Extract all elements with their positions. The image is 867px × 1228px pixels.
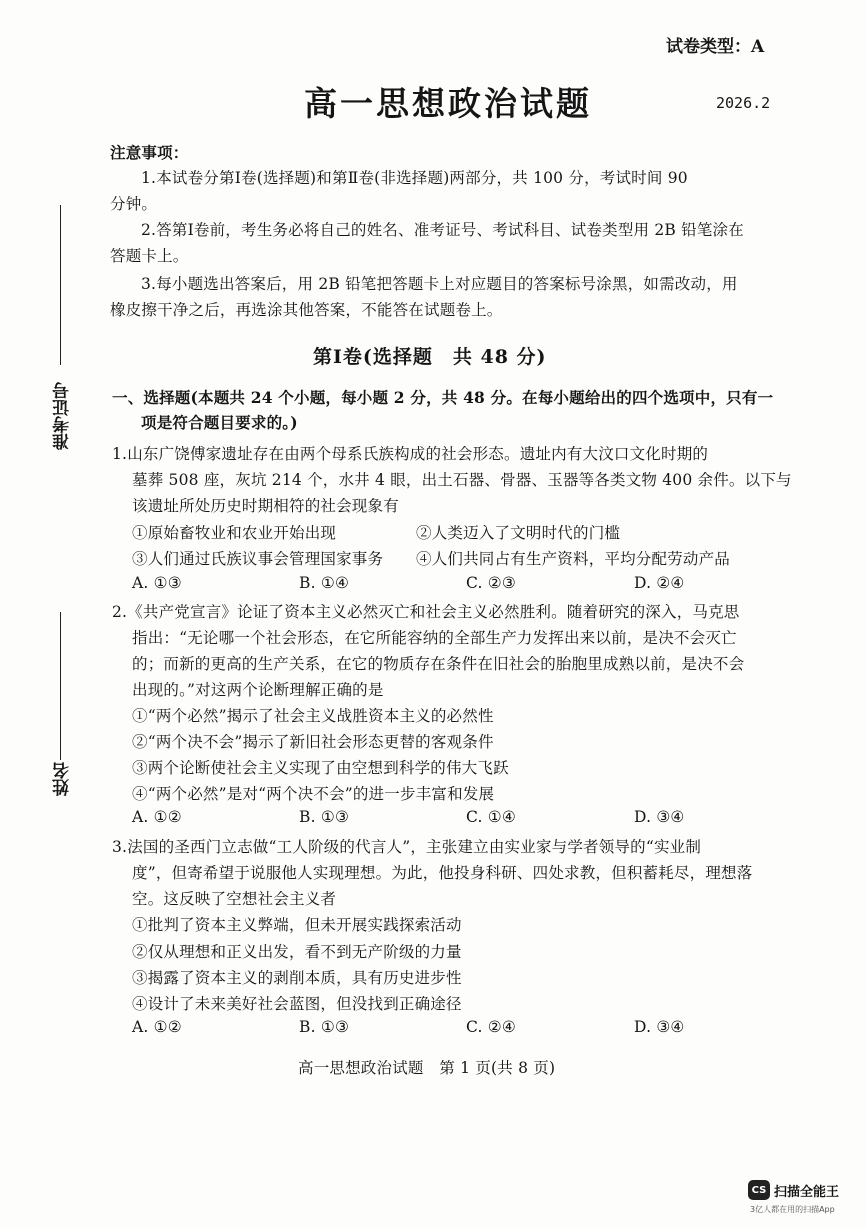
- notice-line: 2.答第Ⅰ卷前，考生务必将自己的姓名、准考证号、考试科目、试卷类型用 2B 铅笔涂在: [141, 221, 744, 239]
- q3-stem: 度”，但寄希望于说服他人实现理想。为此，他投身科研、四处求教，但积蓄耗尽，理想落: [132, 864, 753, 882]
- notice-line: 答题卡上。: [110, 247, 189, 265]
- q2-option-b: B. ①③: [299, 808, 350, 826]
- paper-type: 试卷类型：A: [666, 37, 765, 57]
- q3-option-d: D. ③④: [634, 1018, 685, 1036]
- q2-option-d: D. ③④: [634, 808, 685, 826]
- q1-stem: 墓葬 508 座，灰坑 214 个，水井 4 眼，出土石器、骨器、玉器等各类文物 400 余件。以下与: [132, 471, 792, 489]
- name-label: 姓名: [53, 762, 73, 796]
- q2-item: ④“两个必然”是对“两个决不会”的进一步丰富和发展: [132, 785, 495, 803]
- q3-item: ①批判了资本主义弊端，但未开展实践探索活动: [132, 916, 462, 934]
- q3-item: ④设计了未来美好社会蓝图，但没找到正确途径: [132, 995, 462, 1013]
- q1-item: ②人类迈入了文明时代的门槛: [416, 524, 621, 542]
- q1-stem: 1.山东广饶傅家遗址存在由两个母系氏族构成的社会形态。遗址内有大汶口文化时期的: [112, 445, 709, 463]
- notice-line: 1.本试卷分第Ⅰ卷(选择题)和第Ⅱ卷(非选择题)两部分，共 100 分，考试时间 90: [141, 169, 688, 187]
- q2-option-a: A. ①②: [132, 808, 182, 826]
- q2-item: ③两个论断使社会主义实现了由空想到科学的伟大飞跃: [132, 759, 509, 777]
- q1-option-d: D. ②④: [634, 574, 685, 592]
- instruction-line: 一、选择题(本题共 24 个小题，每小题 2 分，共 48 分。在每小题给出的四个选项中，只有一: [112, 388, 774, 407]
- page-title: 高一思想政治试题: [304, 84, 592, 123]
- q2-stem: 的；而新的更高的生产关系，在它的物质存在条件在旧社会的胎胞里成熟以前，是决不会: [132, 655, 745, 673]
- page-footer: 高一思想政治试题 第 1 页(共 8 页): [298, 1059, 556, 1077]
- scanner-badge-icon: CS: [748, 1180, 770, 1200]
- scanner-tagline: 3亿人都在用的扫描App: [750, 1205, 835, 1214]
- notice-heading: 注意事项：: [110, 143, 189, 162]
- exam-number-line: [60, 205, 61, 365]
- scanner-name: 扫描全能王: [774, 1184, 840, 1200]
- exam-date: 2026.2: [716, 94, 771, 112]
- q1-option-b: B. ①④: [299, 574, 350, 592]
- q1-item: ④人们共同占有生产资料，平均分配劳动产品: [416, 550, 731, 568]
- q3-option-b: B. ①③: [299, 1018, 350, 1036]
- q1-item: ①原始畜牧业和农业开始出现: [132, 524, 337, 542]
- q2-item: ②“两个决不会”揭示了新旧社会形态更替的客观条件: [132, 733, 494, 751]
- q2-item: ①“两个必然”揭示了社会主义战胜资本主义的必然性: [132, 707, 494, 725]
- notice-line: 分钟。: [110, 195, 158, 213]
- q3-item: ②仅从理想和正义出发，看不到无产阶级的力量: [132, 943, 462, 961]
- q3-option-c: C. ②④: [466, 1018, 516, 1036]
- q1-item: ③人们通过氏族议事会管理国家事务: [132, 550, 384, 568]
- instruction-line: 项是符合题目要求的。): [141, 413, 298, 432]
- q2-stem: 指出：“无论哪一个社会形态，在它所能容纳的全部生产力发挥出来以前，是决不会灭亡: [132, 629, 737, 647]
- notice-line: 3.每小题选出答案后，用 2B 铅笔把答题卡上对应题目的答案标号涂黑，如需改动，用: [141, 275, 738, 293]
- scanner-logo: [748, 1180, 839, 1200]
- name-line: [60, 612, 61, 760]
- q2-option-c: C. ①④: [466, 808, 516, 826]
- exam-number-label: 准考证号: [53, 382, 73, 450]
- q2-stem: 2.《共产党宣言》论证了资本主义必然灭亡和社会主义必然胜利。随着研究的深入，马克思: [112, 603, 740, 621]
- section-title: 第Ⅰ卷(选择题 共 48 分): [313, 346, 547, 368]
- q3-item: ③揭露了资本主义的剥削本质，具有历史进步性: [132, 969, 462, 987]
- q3-option-a: A. ①②: [132, 1018, 182, 1036]
- q1-option-a: A. ①③: [132, 574, 182, 592]
- q3-stem: 空。这反映了空想社会主义者: [132, 890, 337, 908]
- q1-option-c: C. ②③: [466, 574, 516, 592]
- q1-stem: 该遗址所处历史时期相符的社会现象有: [132, 497, 399, 515]
- q2-stem: 出现的。”对这两个论断理解正确的是: [132, 681, 384, 699]
- q3-stem: 3.法国的圣西门立志做“工人阶级的代言人”，主张建立由实业家与学者领导的“实业制: [112, 838, 702, 856]
- notice-line: 橡皮擦干净之后，再选涂其他答案，不能答在试题卷上。: [110, 301, 503, 319]
